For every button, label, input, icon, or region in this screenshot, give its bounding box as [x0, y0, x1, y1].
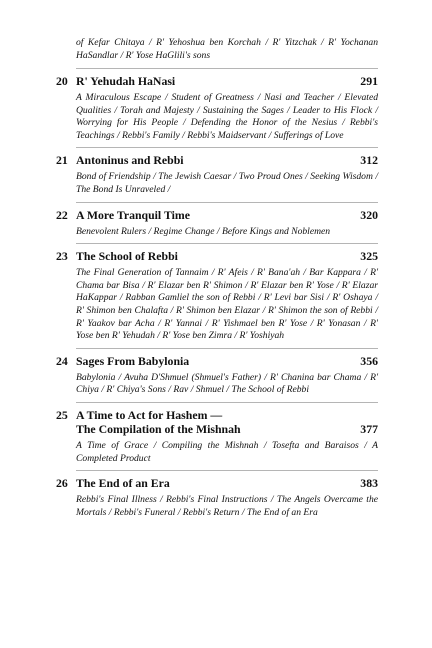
page-number: 291 [360, 74, 378, 88]
continued-topics: of Kefar Chitaya / R' Yehoshua ben Korchah / R' Yitzchak / R' Yochanan HaSandlar / R' Yose HaGlili's sons [76, 37, 378, 61]
page-number: 325 [360, 249, 378, 264]
page-number: 383 [360, 476, 378, 491]
toc-entry-25 [56, 408, 378, 465]
chapter-number: 23 [56, 249, 68, 264]
chapter-number: 26 [56, 476, 68, 491]
divider [76, 147, 378, 148]
chapter-topics: A Time of Grace / Compiling the Mishnah / Tosefta and Baraisos / A Completed Product [76, 439, 378, 464]
chapter-topics: Benevolent Rulers / Regime Change / Before Kings and Noblemen [76, 225, 331, 237]
toc-entry-26 [56, 476, 378, 519]
divider [76, 68, 378, 69]
chapter-topics: Rebbi's Final Illness / Rebbi's Final Instructions / The Angels Overcame the Mortals / Rebbi's Funeral / Rebbi's Return / The End of an Era [76, 494, 378, 518]
chapter-number: 21 [56, 153, 68, 168]
page-number: 377 [360, 421, 378, 436]
divider [76, 348, 378, 349]
page-number: 356 [360, 353, 378, 368]
chapter-topics: A Miraculous Escape / Student of Greatness / Nasi and Teacher / Elevated Qualities / Torah and Majesty / Sustaining the Sages / Leader to His Flock / Worrying for His People / Defending the Honor of the Nesius / Rebbi's Teachings / Rebbi's Family / Rebbi's Maidservant / Sufferings of Love [76, 92, 378, 141]
chapter-title: R' Yehudah HaNasi [76, 74, 176, 88]
chapter-title: The School of Rebbi [76, 249, 178, 264]
chapter-number: 22 [56, 207, 68, 222]
divider [76, 470, 378, 471]
toc-entry-20 [56, 74, 378, 142]
page-number: 320 [360, 207, 378, 222]
chapter-title: A More Tranquil Time [76, 207, 190, 222]
chapter-topics: Babylonia / Avuha D'Shmuel (Shmuel's Father) / R' Chanina bar Chama / R' Chiya / R' Chiya's Sons / Rav / Shmuel / The School of Rebbi [76, 371, 378, 396]
toc-entry-24 [56, 354, 378, 397]
divider [76, 402, 378, 403]
toc-entry-22 [56, 208, 378, 239]
divider [76, 202, 378, 203]
toc-entry-23 [56, 249, 378, 343]
chapter-title: A Time to Act for Hashem — The Compilation of the Mishnah [76, 407, 241, 436]
toc-entry-21 [56, 153, 378, 196]
chapter-title: Antoninus and Rebbi [76, 153, 184, 168]
chapter-title: The End of an Era [76, 476, 170, 491]
page-number: 312 [360, 153, 378, 168]
chapter-title: Sages From Babylonia [76, 353, 190, 368]
chapter-topics: The Final Generation of Tannaim / R' Afeis / R' Bana'ah / Bar Kappara / R' Chama bar Bisa / R' Elazar ben R' Shimon / R' Elazar ben R' Yose / R' Elazar HaKappar / Rabban Gamliel the son of Rebbi / R' Levi bar Sisi / R' Oshaya / R' Shimon ben Chalafta / R' Shimon ben Elazar / R' Shimon the son of Rebbi / R' Yaakov bar Acha / R' Yannai / R' Yishmael ben R' Yose / R' Yonasan / R' Yose ben R' Yehudah / R' Yose ben Zimra / R' Yoshiyah [76, 267, 378, 342]
chapter-number: 24 [56, 353, 68, 368]
chapter-number: 25 [56, 407, 68, 422]
chapter-number: 20 [56, 74, 68, 88]
divider [76, 243, 378, 244]
chapter-topics: Bond of Friendship / The Jewish Caesar / Two Proud Ones / Seeking Wisdom / The Bond Is Unraveled / [76, 171, 378, 195]
